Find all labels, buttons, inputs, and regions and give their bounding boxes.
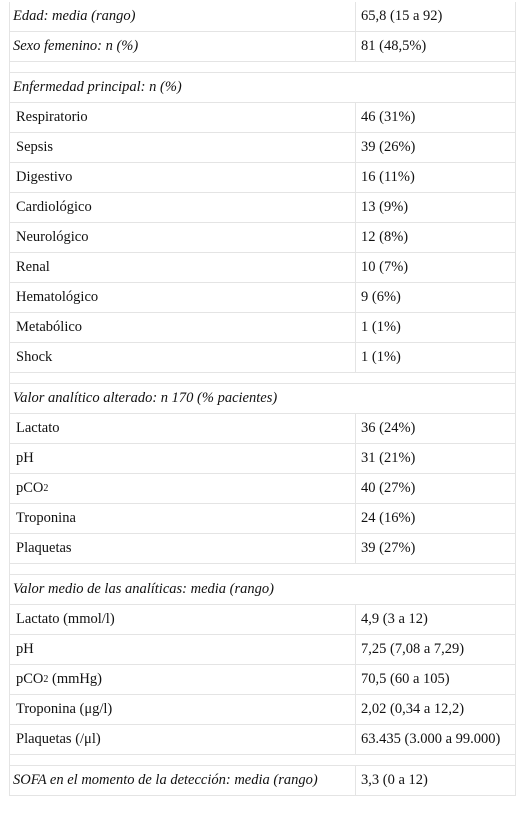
subscript: 2 [43,674,49,685]
row-value: 10 (7%) [356,253,516,282]
row-label [9,313,356,342]
table-row [9,103,516,133]
label-text: Troponina [16,510,76,526]
label-text: pH [16,641,34,657]
section-header-row [9,384,516,414]
row-label [9,32,356,61]
table-row [9,163,516,193]
table-row [9,665,516,695]
table-row [9,414,516,444]
table-row [9,223,516,253]
row-value: 1 (1%) [356,343,516,372]
label-suffix: (mmHg) [48,671,102,687]
row-label [9,605,356,634]
row-value: 81 (48,5%) [356,32,516,61]
row-value: 39 (26%) [356,133,516,162]
label-text: Respiratorio [16,109,88,125]
patient-characteristics-table [9,2,516,796]
label-text: Neurológico [16,229,89,245]
table-row [9,32,516,62]
row-label [9,343,356,372]
label-text: Shock [16,349,53,365]
row-value: 13 (9%) [356,193,516,222]
row-value: 7,25 (7,08 a 7,29) [356,635,516,664]
label-text: Valor analítico alterado: n 170 (% pacientes) [13,390,278,406]
subscript: 2 [43,483,49,494]
label-text: pCO [16,671,44,687]
label-text: pCO [16,480,44,496]
row-label [9,665,356,694]
table-row [9,766,516,796]
label-text: Sepsis [16,139,54,155]
table-row [9,725,516,755]
section-title [9,384,516,413]
row-label [9,414,356,443]
table-row [9,474,516,504]
label-text: Lactato (mmol/l) [16,611,115,627]
row-value: 39 (27%) [356,534,516,563]
table-row [9,605,516,635]
row-label [9,766,356,795]
table-row [9,635,516,665]
table-row [9,283,516,313]
label-text: Digestivo [16,169,73,185]
section-spacer [9,564,516,575]
label-text: Hematológico [16,289,99,305]
row-value: 65,8 (15 a 92) [356,2,516,31]
row-label [9,103,356,132]
section-header-row [9,575,516,605]
row-value: 9 (6%) [356,283,516,312]
row-value: 70,5 (60 a 105) [356,665,516,694]
section-header-row [9,73,516,103]
row-label [9,444,356,473]
table-row [9,534,516,564]
section-spacer [9,373,516,384]
row-label [9,504,356,533]
label-text: Metabólico [16,319,83,335]
row-label [9,283,356,312]
label-text: Plaquetas [16,540,72,556]
label-text: SOFA en el momento de la detección: media (rango) [13,772,318,788]
section-spacer [9,62,516,73]
row-label [9,635,356,664]
row-label [9,193,356,222]
row-value: 1 (1%) [356,313,516,342]
row-value: 4,9 (3 a 12) [356,605,516,634]
row-label [9,133,356,162]
row-value: 31 (21%) [356,444,516,473]
row-value: 63.435 (3.000 a 99.000) [356,725,516,754]
row-value: 16 (11%) [356,163,516,192]
row-label [9,534,356,563]
section-title [9,575,516,604]
label-text: Renal [16,259,50,275]
label-text: Plaquetas (/μl) [16,731,101,747]
row-value: 40 (27%) [356,474,516,503]
row-value: 12 (8%) [356,223,516,252]
row-label [9,725,356,754]
table-row [9,2,516,32]
row-label [9,253,356,282]
label-text: Valor medio de las analíticas: media (rango) [13,581,274,597]
row-label [9,223,356,252]
row-value: 46 (31%) [356,103,516,132]
label-text: Cardiológico [16,199,92,215]
table-row [9,695,516,725]
row-value: 24 (16%) [356,504,516,533]
row-label [9,163,356,192]
label-text: Edad: media (rango) [13,8,136,24]
label-text: Troponina (μg/l) [16,701,113,717]
label-text: pH [16,450,34,466]
table-row [9,504,516,534]
row-value: 36 (24%) [356,414,516,443]
label-text: Sexo femenino: n (%) [13,38,139,54]
table-row [9,253,516,283]
section-spacer [9,755,516,766]
row-label [9,474,356,503]
row-value: 2,02 (0,34 a 12,2) [356,695,516,724]
table-row [9,313,516,343]
row-label [9,695,356,724]
table-row [9,193,516,223]
section-title [9,73,516,102]
label-text: Lactato [16,420,60,436]
row-label [9,2,356,31]
table-row [9,343,516,373]
row-value: 3,3 (0 a 12) [356,766,516,795]
table-row [9,133,516,163]
label-text: Enfermedad principal: n (%) [13,79,182,95]
table-row [9,444,516,474]
